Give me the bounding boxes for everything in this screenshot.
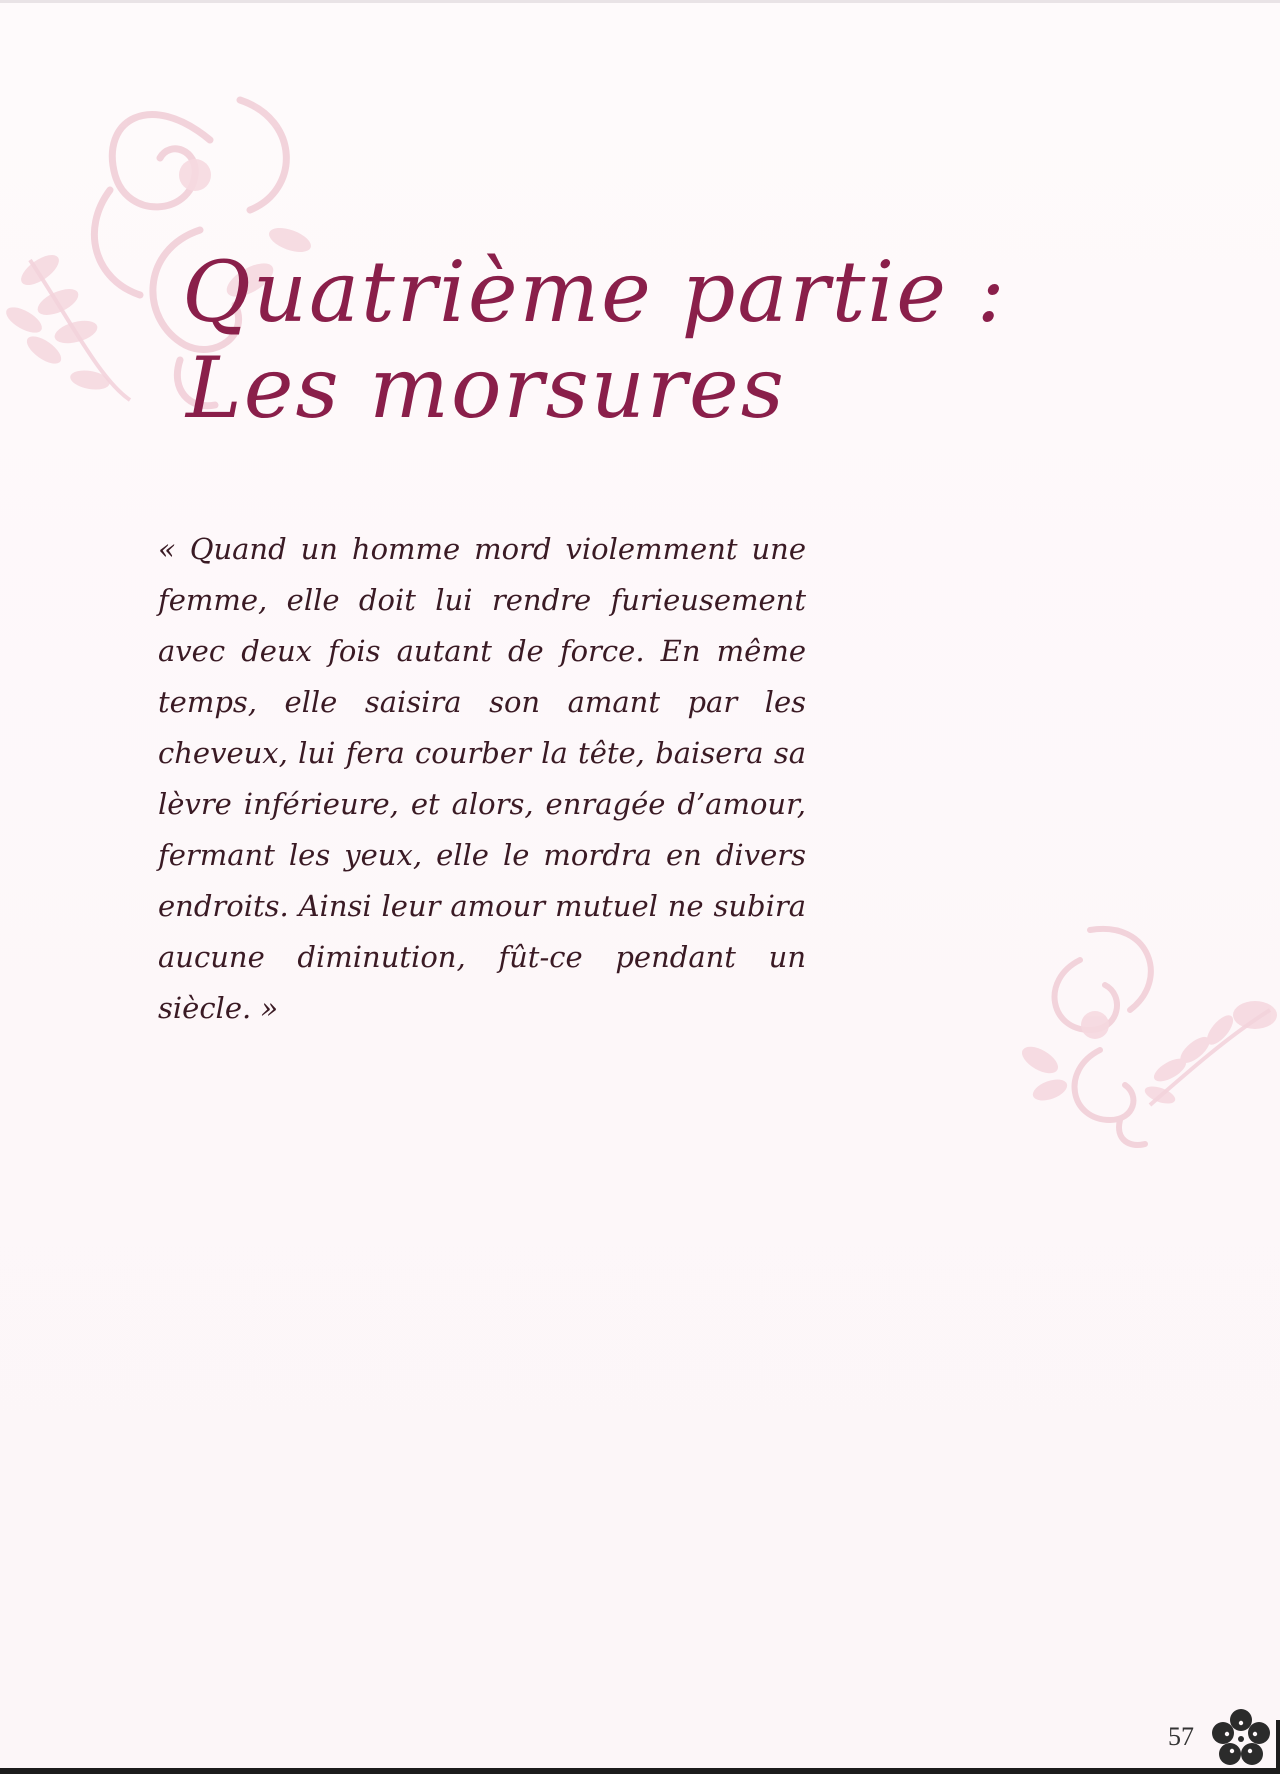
- page-edge-right: [1276, 1720, 1280, 1774]
- chapter-title-line-1: Quatrième partie :: [182, 243, 1007, 341]
- chapter-title-line-2: Les morsures: [186, 339, 786, 437]
- page-edge-top: [0, 0, 1280, 3]
- chapter-title: [168, 243, 1007, 437]
- page-number: 57: [1168, 1722, 1194, 1751]
- flower-icon: [1210, 1708, 1272, 1770]
- quote-paragraph: « Quand un homme mord violemment une femme, elle doit lui rendre furieusement avec deux fois autant de force. En même temps, elle saisira son amant par les cheveux, lui fera courber la tête, baisera sa lèvre inférieure, et alors, enragée d’amour, fermant les yeux, elle le mordra en divers endroits. Ainsi leur amour mutuel ne subira aucune diminution, fût-ce pendant un siècle. »: [158, 532, 806, 1025]
- floral-ornament-right: [1020, 920, 1280, 1150]
- page-edge-bottom: [0, 1768, 1280, 1774]
